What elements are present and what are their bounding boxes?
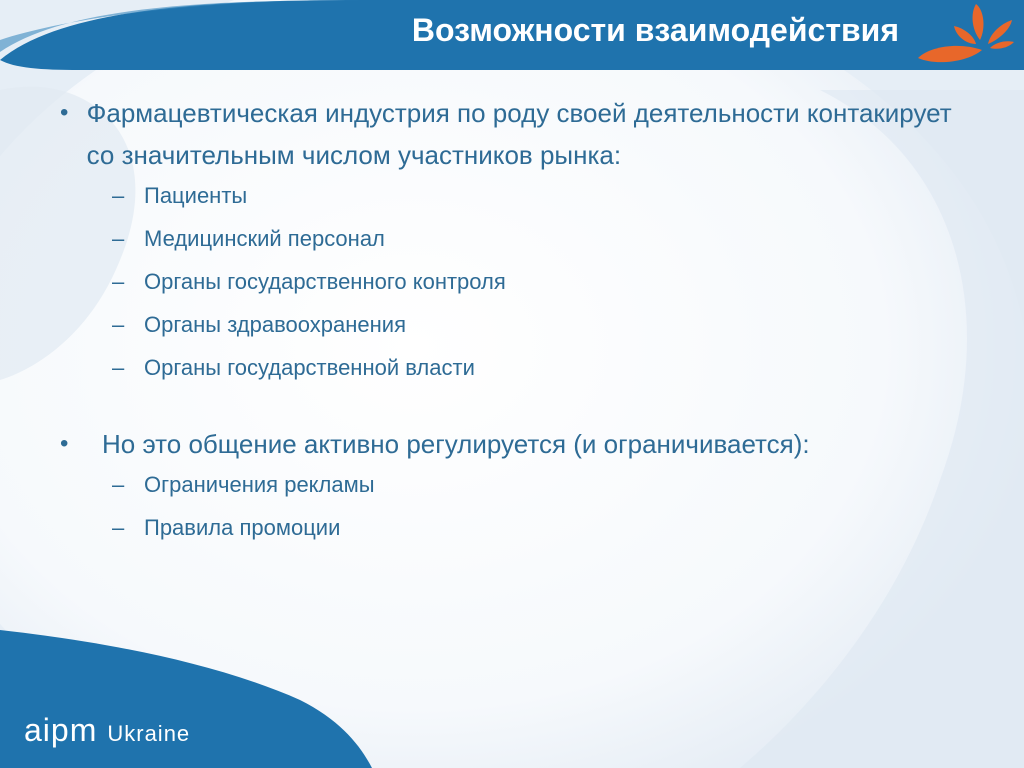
sub-list bbox=[58, 471, 978, 557]
sub-item-text: Ограничения рекламы bbox=[144, 472, 375, 497]
bullet-text: Но это общение активно регулируется (и ограничивается): bbox=[102, 429, 810, 459]
sub-item-text: Органы здравоохранения bbox=[144, 312, 406, 337]
sub-item-text: Пациенты bbox=[144, 183, 248, 208]
sub-item bbox=[58, 471, 978, 514]
section-spacer bbox=[58, 397, 978, 423]
sub-dash: – bbox=[112, 515, 125, 540]
sub-dash: – bbox=[112, 226, 125, 251]
sub-dash: – bbox=[112, 183, 125, 208]
sub-item-text: Правила промоции bbox=[144, 515, 341, 540]
bullet-text: Фармацевтическая индустрия по роду своей деятельности контакирует со значительным числом участников рынка: bbox=[86, 98, 952, 170]
sub-item-text: Органы государственной власти bbox=[144, 355, 475, 380]
sub-item bbox=[58, 182, 978, 225]
sub-list bbox=[58, 182, 978, 397]
brand-region: Ukraine bbox=[107, 721, 191, 746]
bullet-block bbox=[58, 92, 978, 397]
sub-dash: – bbox=[112, 269, 125, 294]
slide-content bbox=[58, 92, 978, 557]
bullet-item bbox=[58, 423, 978, 465]
sub-item-text: Медицинский персонал bbox=[144, 226, 385, 251]
sub-item bbox=[58, 514, 978, 557]
sub-dash: – bbox=[112, 472, 125, 497]
bullet-block bbox=[58, 423, 978, 557]
slide-title: Возможности взаимодействия bbox=[411, 12, 899, 48]
brand-logo bbox=[24, 712, 190, 749]
sub-item bbox=[58, 311, 978, 354]
sub-dash: – bbox=[112, 312, 125, 337]
bullet-symbol: • bbox=[60, 430, 69, 457]
bullet-symbol: • bbox=[60, 99, 69, 126]
bullet-item bbox=[58, 92, 978, 176]
sub-item bbox=[58, 225, 978, 268]
sub-dash: – bbox=[112, 355, 125, 380]
brand-name: aipm bbox=[24, 712, 98, 748]
sub-item bbox=[58, 354, 978, 397]
orange-petals-logo-icon bbox=[910, 2, 1020, 68]
sub-item-text: Органы государственного контроля bbox=[144, 269, 506, 294]
sub-item bbox=[58, 268, 978, 311]
